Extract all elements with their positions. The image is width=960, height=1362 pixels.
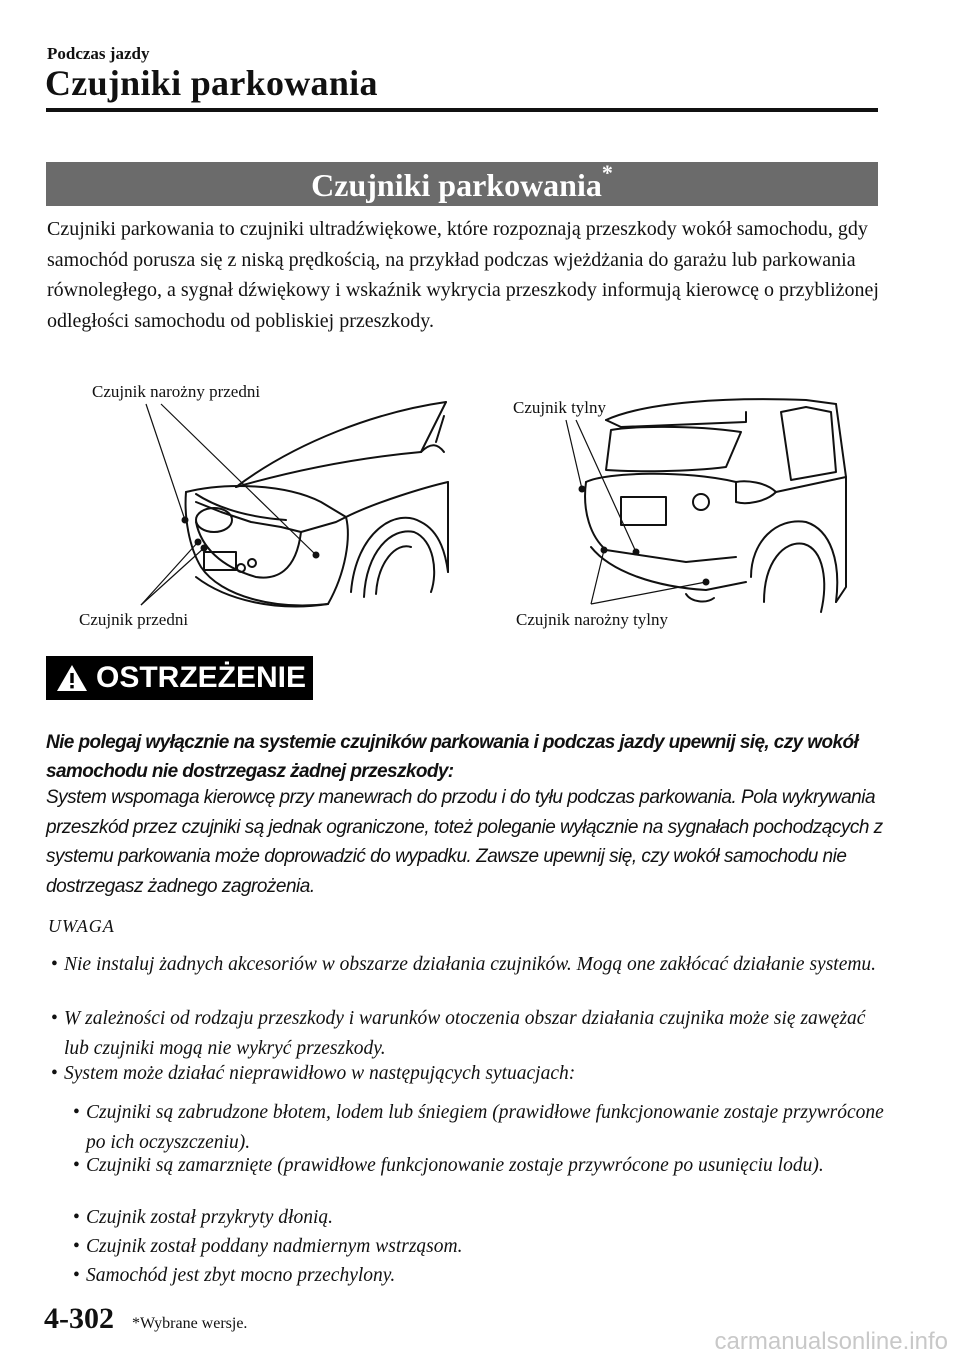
front-car-drawing [183, 402, 449, 606]
note-item [51, 1059, 884, 1089]
note-subitem-text: Czujniki są zabrudzone błotem, lodem lub śniegiem (prawidłowe funkcjonowanie zostaje przywrócone po ich oczyszczeniu). [86, 1102, 884, 1153]
bullet: • [51, 1063, 58, 1084]
note-subitem-text: Czujnik został poddany nadmiernym wstrząsom. [86, 1236, 463, 1257]
header-rule [46, 108, 878, 112]
bullet: • [73, 1207, 80, 1228]
banner-asterisk: * [601, 160, 613, 185]
bullet: • [73, 1265, 80, 1286]
warning-badge-label: OSTRZEŻENIE [96, 661, 307, 694]
bullet: • [73, 1236, 80, 1257]
banner-title: Czujniki parkowania [311, 167, 602, 203]
warning-title: Nie polegaj wyłącznie na systemie czujników parkowania i podczas jazdy upewnij się, czy wokół samochodu nie dostrzegasz żadnej przeszkody: [46, 732, 859, 782]
section-title: Podczas jazdy [47, 44, 150, 63]
front-leader-lines [141, 404, 316, 605]
label-front-corner-sensor: Czujnik narożny przedni [92, 382, 261, 401]
note-item-text: Nie instaluj żadnych akcesoriów w obszarze działania czujników. Mogą one zakłócać działanie systemu. [64, 954, 877, 975]
bullet: • [51, 954, 58, 975]
note-item-text: System może działać nieprawidłowo w następujących sytuacjach: [64, 1063, 576, 1084]
note-heading: UWAGA [48, 916, 115, 936]
bullet: • [73, 1102, 80, 1123]
warning-triangle-icon [55, 663, 89, 693]
warning-badge [46, 656, 313, 700]
bullet: • [51, 1008, 58, 1029]
note-item-text: W zależności od rodzaju przeszkody i warunków otoczenia obszar działania czujnika może się zawężać lub czujniki mogą nie wykryć przeszkody. [64, 1008, 866, 1059]
rear-car-drawing [580, 399, 847, 612]
intro-paragraph: Czujniki parkowania to czujniki ultradźwiękowe, które rozpoznają przeszkody wokół samochodu, gdy samochód porusza się z niską prędkością, na przykład podczas wjeżdżania do garażu lub parkowania równoległego, a sygnał dźwiękowy i wskaźnik wykrycia przeszkody informują kierowcę o przybliżonej odległości samochodu od pobliskiej przeszkody. [47, 218, 879, 332]
chapter-title: Czujniki parkowania [45, 63, 378, 103]
page-number: 4-302 [44, 1302, 114, 1335]
note-item [51, 950, 884, 980]
car-drawings [46, 372, 878, 642]
note-subitem [73, 1203, 884, 1233]
warning-body: System wspomaga kierowcę przy manewrach do przodu i do tyłu podczas parkowania. Pola wykrywania przeszkód przez czujniki są jednak ograniczone, toteż poleganie wyłącznie na sygnałach pochodzących z systemu parkowania może doprowadzić do wypadku. Zawsze upewnij się, czy wokół samochodu nie dostrzegasz żadnego zagrożenia. [46, 787, 883, 897]
bullet: • [73, 1155, 80, 1176]
note-subitem [73, 1232, 884, 1262]
note-item [51, 1004, 884, 1064]
note-subitem [73, 1261, 884, 1291]
footnote: *Wybrane wersje. [132, 1315, 248, 1332]
note-subitem-text: Czujnik został przykryty dłonią. [86, 1207, 333, 1228]
note-subitem-text: Samochód jest zbyt mocno przechylony. [86, 1265, 396, 1286]
sensor-illustration [46, 372, 878, 642]
topic-banner [46, 162, 878, 206]
note-subitem [73, 1151, 884, 1181]
watermark: carmanualsonline.info [714, 1328, 948, 1355]
note-subitem [73, 1098, 884, 1158]
label-rear-sensor: Czujnik tylny [513, 398, 607, 417]
note-subitem-text: Czujniki są zamarznięte (prawidłowe funkcjonowanie zostaje przywrócone po usunięciu lodu). [86, 1155, 824, 1176]
label-front-sensor: Czujnik przedni [79, 610, 189, 629]
label-rear-corner-sensor: Czujnik narożny tylny [516, 610, 669, 629]
